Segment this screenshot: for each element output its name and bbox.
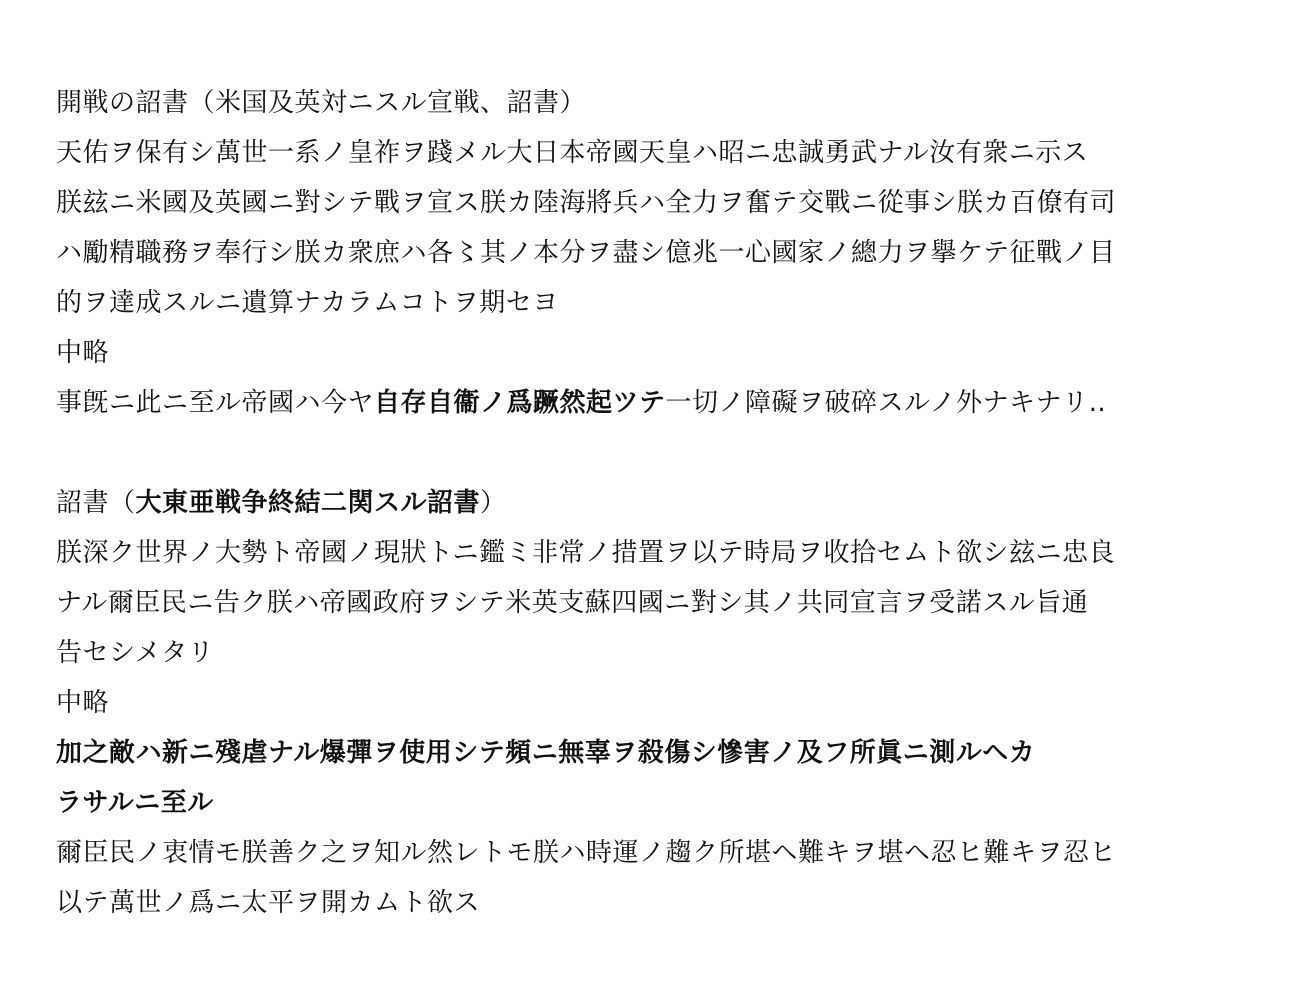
section2-bold-line-1: 加之敵ハ新ニ殘虐ナル爆彈ヲ使用シテ頻ニ無辜ヲ殺傷シ慘害ノ及フ所眞ニ測ルヘカ — [56, 738, 1036, 768]
section2-title-post: ） — [480, 488, 507, 518]
section1-closing-post: 一切ノ障礙ヲ破碎スルノ外ナキナリ‥ — [665, 388, 1107, 418]
section2-para2-line-1: 爾臣民ノ衷情モ朕善ク之ヲ知ル然レトモ朕ハ時運ノ趨ク所堪ヘ難キヲ堪ヘ忍ヒ難キヲ忍ヒ — [56, 838, 1117, 868]
section2-para2-line-2: 以テ萬世ノ爲ニ太平ヲ開カムト欲ス — [56, 888, 481, 918]
section1-closing-pre: 事旣ニ此ニ至ル帝國ハ今ヤ — [56, 388, 375, 418]
section1-closing-bold: 自存自衞ノ爲蹶然起ツテ — [374, 388, 666, 418]
section1-closing-line — [56, 378, 1236, 428]
section2-omission: 中略 — [56, 688, 110, 718]
section1-para1-line-1: 天佑ヲ保有シ萬世一系ノ皇祚ヲ踐メル大日本帝國天皇ハ昭ニ忠誠勇武ナル汝有衆ニ示ス — [56, 138, 1089, 168]
section2-title-bold: 大東亜戦争終結二関スル詔書 — [135, 488, 481, 518]
section1-omission: 中略 — [56, 338, 110, 368]
section2-bold-line-2: ラサルニ至ル — [56, 788, 214, 818]
section2-para1-line-2: ナル爾臣民ニ告ク朕ハ帝國政府ヲシテ米英支蘇四國ニ對シ其ノ共同宣言ヲ受諾スル旨通 — [56, 588, 1089, 618]
section1-para1-line-4: 的ヲ達成スルニ遺算ナカラムコトヲ期セヨ — [56, 288, 559, 318]
section2-para1-line-3: 告セシメタリ — [56, 638, 215, 668]
section-gap — [56, 428, 1236, 478]
section1-title: 開戦の詔書（米国及英対ニスル宣戦、詔書） — [56, 88, 587, 118]
section1-para1-line-3: ハ勵精職務ヲ奉行シ朕カ衆庶ハ各〻其ノ本分ヲ盡シ億兆一心國家ノ總力ヲ擧ケテ征戰ノ目 — [56, 238, 1116, 268]
section2-title-pre: 詔書（ — [56, 488, 136, 518]
section2-title — [56, 478, 1236, 528]
section2-para1-line-1: 朕深ク世界ノ大勢ト帝國ノ現狀トニ鑑ミ非常ノ措置ヲ以テ時局ヲ收拾セムト欲シ玆ニ忠良 — [56, 538, 1115, 568]
section1-para1-line-2: 朕玆ニ米國及英國ニ對シテ戰ヲ宣ス朕カ陸海將兵ハ全力ヲ奮テ交戰ニ從事シ朕カ百僚有司 — [56, 188, 1117, 218]
document-body — [56, 78, 1236, 928]
